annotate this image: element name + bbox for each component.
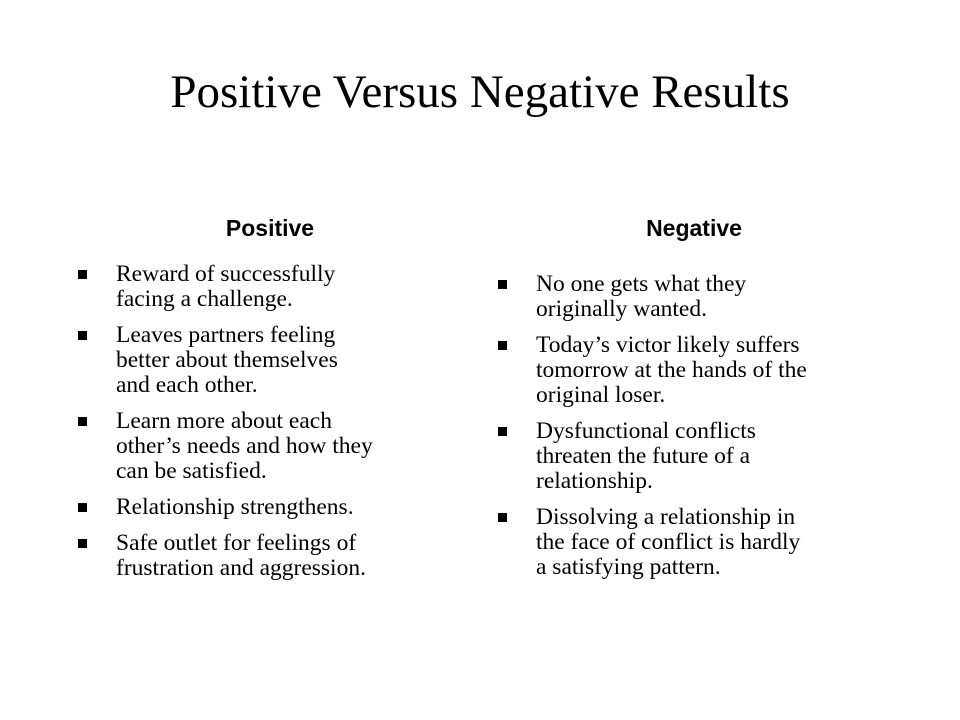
negative-item-line: a satisfying pattern. [536, 554, 721, 580]
negative-item-line: Dysfunctional conflicts [536, 418, 756, 444]
square-bullet-icon [78, 539, 87, 548]
square-bullet-icon [498, 280, 507, 289]
positive-item [76, 531, 466, 581]
negative-item-line: the face of conflict is hardly [536, 529, 801, 555]
positive-item-line: Leaves partners feeling [116, 322, 336, 348]
positive-item-line: better about themselves [116, 347, 338, 373]
positive-item-line: frustration and aggression. [116, 555, 366, 581]
negative-item-line: threaten the future of a [536, 443, 751, 469]
negative-item [496, 333, 906, 408]
positive-item [76, 323, 466, 398]
positive-item [76, 495, 466, 520]
negative-item-line: relationship. [536, 468, 653, 494]
positive-item-line: facing a challenge. [116, 286, 293, 312]
square-bullet-icon [78, 503, 87, 512]
square-bullet-icon [78, 331, 87, 340]
positive-item-line: and each other. [116, 372, 258, 398]
negative-item [496, 272, 906, 322]
square-bullet-icon [498, 513, 507, 522]
negative-item-line: original loser. [536, 382, 666, 408]
negative-list [496, 272, 906, 591]
positive-item-line: Relationship strengthens. [116, 494, 354, 520]
negative-item-line: tomorrow at the hands of the [536, 357, 807, 383]
positive-item [76, 409, 466, 484]
positive-list [76, 262, 466, 592]
square-bullet-icon [78, 417, 87, 426]
square-bullet-icon [78, 270, 87, 279]
positive-item-line: Reward of successfully [116, 261, 336, 287]
negative-item [496, 505, 906, 580]
negative-item [496, 419, 906, 494]
negative-heading: Negative [646, 215, 742, 241]
positive-heading: Positive [225, 215, 315, 241]
positive-item-line: other’s needs and how they [116, 433, 373, 459]
negative-item-line: Dissolving a relationship in [536, 504, 796, 530]
square-bullet-icon [498, 341, 507, 350]
negative-item-line: originally wanted. [536, 296, 707, 322]
positive-item [76, 262, 466, 312]
slide-title: Positive Versus Negative Results [170, 66, 790, 118]
square-bullet-icon [498, 427, 507, 436]
positive-item-line: Learn more about each [116, 408, 332, 434]
negative-item-line: Today’s victor likely suffers [536, 332, 800, 358]
positive-item-line: can be satisfied. [116, 458, 267, 484]
positive-item-line: Safe outlet for feelings of [116, 530, 357, 556]
negative-item-line: No one gets what they [536, 271, 747, 297]
